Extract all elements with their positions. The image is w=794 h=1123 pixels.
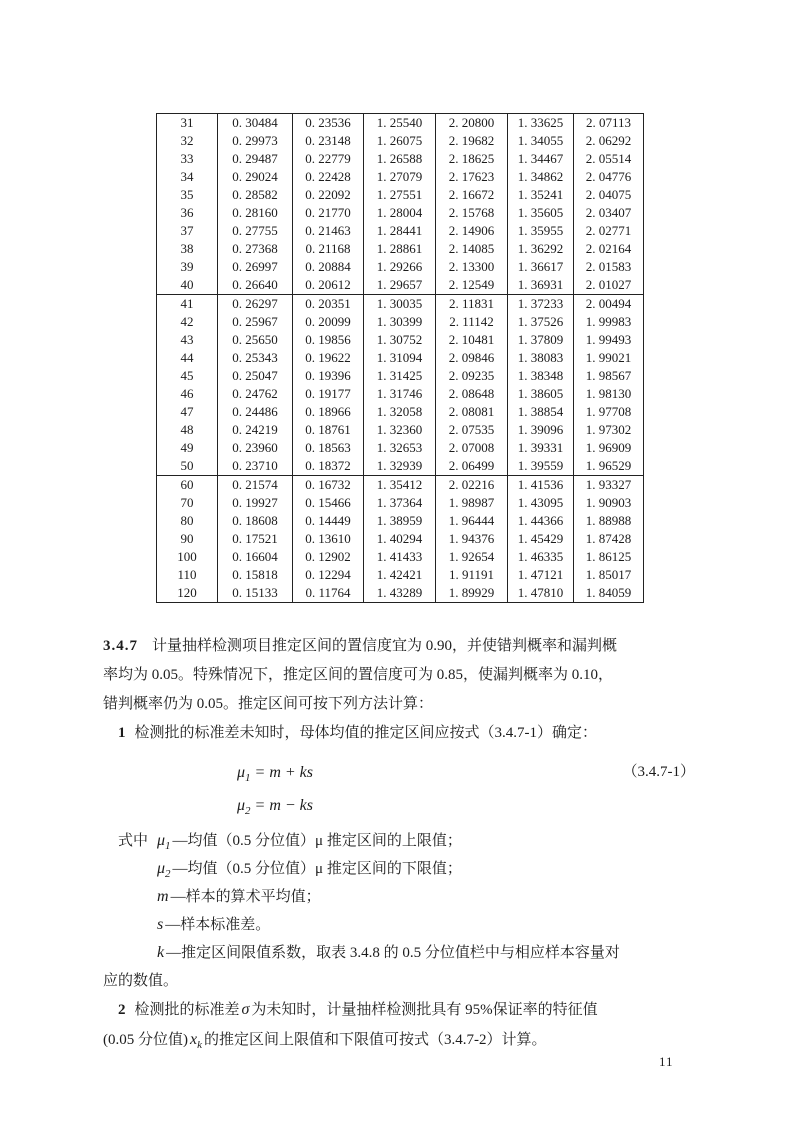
sample-size-cell: 44 xyxy=(157,349,218,367)
table-row xyxy=(157,566,644,584)
coefficient-cell: 1. 35605 xyxy=(508,204,574,222)
coefficient-cell: 0. 23536 xyxy=(293,114,364,133)
coefficient-table-wrap xyxy=(156,113,644,603)
symbol-k: k xyxy=(157,944,165,961)
coefficient-cell: 1. 39331 xyxy=(508,439,574,457)
coefficient-cell: 2. 06499 xyxy=(436,457,508,476)
coefficient-cell: 0. 17521 xyxy=(218,530,293,548)
coefficient-cell: 0. 14449 xyxy=(293,512,364,530)
coefficient-cell: 1. 43289 xyxy=(364,584,436,603)
symbol-s: s xyxy=(157,916,164,933)
coefficient-cell: 1. 39559 xyxy=(508,457,574,476)
formula-347-1b xyxy=(237,789,313,822)
coefficient-cell: 1. 47810 xyxy=(508,584,574,603)
formula-347-1a xyxy=(237,756,313,789)
item-text: (0.05 分位值) xyxy=(103,1032,188,1048)
definition-text: —样本的算术平均值； xyxy=(170,889,321,905)
item-2-line-1 xyxy=(103,995,695,1025)
table-row xyxy=(157,313,644,331)
coefficient-cell: 1. 41536 xyxy=(508,476,574,495)
definition-text: —推定区间限值系数，取表 3.4.8 的 0.5 分位值栏中与相应样本容量对 xyxy=(166,945,620,961)
sample-size-cell: 47 xyxy=(157,403,218,421)
coefficient-cell: 1. 41433 xyxy=(364,548,436,566)
coefficient-cell: 0. 22428 xyxy=(293,168,364,186)
item-number: 1 xyxy=(118,725,126,741)
coefficient-cell: 1. 31094 xyxy=(364,349,436,367)
sample-size-cell: 43 xyxy=(157,331,218,349)
coefficient-cell: 1. 37233 xyxy=(508,295,574,314)
coefficient-cell: 2. 14906 xyxy=(436,222,508,240)
sample-size-cell: 46 xyxy=(157,385,218,403)
formula-row-2 xyxy=(103,789,695,822)
coefficient-cell: 0. 13610 xyxy=(293,530,364,548)
table-row xyxy=(157,114,644,133)
coefficient-cell: 2. 09846 xyxy=(436,349,508,367)
sample-size-cell: 33 xyxy=(157,150,218,168)
coefficient-cell: 2. 11831 xyxy=(436,295,508,314)
clause-content xyxy=(103,632,695,1060)
coefficient-cell: 1. 44366 xyxy=(508,512,574,530)
coefficient-cell: 2. 02164 xyxy=(574,240,644,258)
formula-label-347-1: （3.4.7-1） xyxy=(622,764,695,780)
sample-size-cell: 31 xyxy=(157,114,218,133)
coefficient-cell: 1. 38605 xyxy=(508,385,574,403)
table-row xyxy=(157,421,644,439)
coefficient-cell: 0. 21574 xyxy=(218,476,293,495)
formula-row-1 xyxy=(103,756,695,789)
coefficient-cell: 1. 94376 xyxy=(436,530,508,548)
sample-size-cell: 80 xyxy=(157,512,218,530)
coefficient-cell: 0. 20351 xyxy=(293,295,364,314)
clause-item-1 xyxy=(103,719,695,748)
coefficient-cell: 0. 21770 xyxy=(293,204,364,222)
sample-size-cell: 39 xyxy=(157,258,218,276)
definition-row-m xyxy=(103,883,695,911)
table-row xyxy=(157,367,644,385)
coefficient-cell: 1. 28004 xyxy=(364,204,436,222)
table-group xyxy=(157,114,644,295)
coefficient-cell: 1. 98567 xyxy=(574,367,644,385)
coefficient-cell: 1. 36931 xyxy=(508,276,574,295)
sample-size-cell: 90 xyxy=(157,530,218,548)
sample-size-cell: 35 xyxy=(157,186,218,204)
coefficient-cell: 2. 20800 xyxy=(436,114,508,133)
coefficient-cell: 1. 38854 xyxy=(508,403,574,421)
item-text: 的推定区间上限值和下限值可按式（3.4.7-2）计算。 xyxy=(204,1032,547,1048)
coefficient-cell: 2. 13300 xyxy=(436,258,508,276)
clause-line xyxy=(103,690,695,719)
coefficient-cell: 0. 26297 xyxy=(218,295,293,314)
table-row xyxy=(157,168,644,186)
coefficient-cell: 1. 28861 xyxy=(364,240,436,258)
table-row xyxy=(157,403,644,421)
sample-size-cell: 49 xyxy=(157,439,218,457)
coefficient-cell: 2. 02771 xyxy=(574,222,644,240)
coefficient-cell: 1. 99493 xyxy=(574,331,644,349)
symbol-m: m xyxy=(157,888,169,905)
symbol-mu2: $\mu_2$ xyxy=(157,860,171,881)
coefficient-cell: 1. 37809 xyxy=(508,331,574,349)
coefficient-cell: 2. 04776 xyxy=(574,168,644,186)
mu-symbol: μ xyxy=(237,764,246,781)
coefficient-cell: 2. 02216 xyxy=(436,476,508,495)
coefficient-cell: 2. 18625 xyxy=(436,150,508,168)
coefficient-cell: 1. 90903 xyxy=(574,494,644,512)
coefficient-cell: 0. 25047 xyxy=(218,367,293,385)
coefficient-cell: 1. 35412 xyxy=(364,476,436,495)
coefficient-cell: 1. 99983 xyxy=(574,313,644,331)
coefficient-cell: 1. 34467 xyxy=(508,150,574,168)
item-2-line-2 xyxy=(103,1025,695,1060)
coefficient-cell: 0. 26997 xyxy=(218,258,293,276)
definition-row-s xyxy=(103,911,695,939)
item-text: 检测批的标准差未知时，母体均值的推定区间应按式（3.4.7-1）确定： xyxy=(134,725,597,741)
coefficient-cell: 0. 18761 xyxy=(293,421,364,439)
coefficient-cell: 2. 19682 xyxy=(436,132,508,150)
sample-size-cell: 38 xyxy=(157,240,218,258)
coefficient-cell: 0. 27368 xyxy=(218,240,293,258)
coefficient-cell: 0. 19927 xyxy=(218,494,293,512)
formula-block xyxy=(103,756,695,822)
table-row xyxy=(157,457,644,476)
clause-text: 计量抽样检测项目推定区间的置信度宜为 0.90，并使错判概率和漏判概 xyxy=(152,638,618,654)
coefficient-cell: 2. 00494 xyxy=(574,295,644,314)
sample-size-cell: 120 xyxy=(157,584,218,603)
coefficient-cell: 1. 31746 xyxy=(364,385,436,403)
sample-size-cell: 42 xyxy=(157,313,218,331)
sample-size-cell: 41 xyxy=(157,295,218,314)
coefficient-cell: 2. 06292 xyxy=(574,132,644,150)
coefficient-cell: 0. 19177 xyxy=(293,385,364,403)
definition-row-mu1 xyxy=(103,827,695,855)
coefficient-cell: 1. 30752 xyxy=(364,331,436,349)
coefficient-cell: 2. 01027 xyxy=(574,276,644,295)
coefficient-cell: 2. 08081 xyxy=(436,403,508,421)
coefficient-cell: 1. 31425 xyxy=(364,367,436,385)
coefficient-cell: 0. 23960 xyxy=(218,439,293,457)
coefficient-cell: 1. 35955 xyxy=(508,222,574,240)
sample-size-cell: 100 xyxy=(157,548,218,566)
coefficient-cell: 1. 92654 xyxy=(436,548,508,566)
coefficient-cell: 1. 32939 xyxy=(364,457,436,476)
coefficient-cell: 1. 98987 xyxy=(436,494,508,512)
coefficient-cell: 1. 98130 xyxy=(574,385,644,403)
coefficient-cell: 1. 32360 xyxy=(364,421,436,439)
coefficient-cell: 0. 22092 xyxy=(293,186,364,204)
coefficient-cell: 1. 91191 xyxy=(436,566,508,584)
coefficient-cell: 1. 99021 xyxy=(574,349,644,367)
coefficient-cell: 1. 42421 xyxy=(364,566,436,584)
coefficient-cell: 0. 12902 xyxy=(293,548,364,566)
coefficient-cell: 2. 08648 xyxy=(436,385,508,403)
coefficient-cell: 2. 07008 xyxy=(436,439,508,457)
coefficient-cell: 0. 28160 xyxy=(218,204,293,222)
coefficient-cell: 1. 96909 xyxy=(574,439,644,457)
sample-size-cell: 70 xyxy=(157,494,218,512)
coefficient-cell: 0. 20884 xyxy=(293,258,364,276)
table-row xyxy=(157,530,644,548)
coefficient-cell: 0. 25967 xyxy=(218,313,293,331)
sample-size-cell: 110 xyxy=(157,566,218,584)
coefficient-cell: 1. 39096 xyxy=(508,421,574,439)
coefficient-cell: 0. 15133 xyxy=(218,584,293,603)
table-row xyxy=(157,512,644,530)
table-group xyxy=(157,476,644,603)
item-number: 2 xyxy=(118,1002,126,1018)
sample-size-cell: 36 xyxy=(157,204,218,222)
coefficient-cell: 0. 18372 xyxy=(293,457,364,476)
table-row xyxy=(157,276,644,295)
coefficient-cell: 0. 21463 xyxy=(293,222,364,240)
coefficient-cell: 0. 25650 xyxy=(218,331,293,349)
coefficient-cell: 1. 43095 xyxy=(508,494,574,512)
coefficient-cell: 2. 12549 xyxy=(436,276,508,295)
clause-number: 3.4.7 xyxy=(103,638,138,654)
sample-size-cell: 37 xyxy=(157,222,218,240)
table-row xyxy=(157,584,644,603)
coefficient-cell: 0. 24762 xyxy=(218,385,293,403)
coefficient-cell: 0. 23148 xyxy=(293,132,364,150)
table-row xyxy=(157,150,644,168)
coefficient-cell: 0. 21168 xyxy=(293,240,364,258)
coefficient-cell: 2. 07113 xyxy=(574,114,644,133)
coefficient-cell: 0. 18966 xyxy=(293,403,364,421)
coefficient-table xyxy=(156,113,644,603)
coefficient-cell: 1. 97708 xyxy=(574,403,644,421)
coefficient-cell: 2. 11142 xyxy=(436,313,508,331)
sample-size-cell: 32 xyxy=(157,132,218,150)
item-text: 检测批的标准差 xyxy=(134,1002,240,1018)
mu-subscript: 1 xyxy=(245,772,251,785)
coefficient-cell: 1. 85017 xyxy=(574,566,644,584)
coefficient-cell: 0. 19856 xyxy=(293,331,364,349)
coefficient-cell: 2. 14085 xyxy=(436,240,508,258)
coefficient-cell: 1. 34055 xyxy=(508,132,574,150)
table-row xyxy=(157,494,644,512)
sample-size-cell: 50 xyxy=(157,457,218,476)
coefficient-cell: 1. 86125 xyxy=(574,548,644,566)
coefficient-cell: 0. 12294 xyxy=(293,566,364,584)
coefficient-cell: 1. 27079 xyxy=(364,168,436,186)
table-row xyxy=(157,476,644,495)
definition-row-mu2 xyxy=(103,855,695,883)
coefficient-cell: 0. 26640 xyxy=(218,276,293,295)
coefficient-cell: 0. 29024 xyxy=(218,168,293,186)
coefficient-cell: 1. 30399 xyxy=(364,313,436,331)
symbol-mu1: $\mu_1$ xyxy=(157,832,171,853)
sample-size-cell: 48 xyxy=(157,421,218,439)
clause-text: 率均为 0.05。特殊情况下，推定区间的置信度可为 0.85，使漏判概率为 0.10， xyxy=(103,667,614,683)
item-text: 为未知时，计量抽样检测批具有 95%保证率的特征值 xyxy=(251,1002,598,1018)
coefficient-cell: 1. 36292 xyxy=(508,240,574,258)
sample-size-cell: 34 xyxy=(157,168,218,186)
coefficient-cell: 1. 32058 xyxy=(364,403,436,421)
coefficient-cell: 1. 38348 xyxy=(508,367,574,385)
coefficient-cell: 0. 15818 xyxy=(218,566,293,584)
definition-text: —均值（0.5 分位值）μ 推定区间的上限值； xyxy=(172,833,462,849)
formula-rhs: = m − ks xyxy=(254,797,314,814)
coefficient-cell: 0. 18608 xyxy=(218,512,293,530)
coefficient-cell: 1. 87428 xyxy=(574,530,644,548)
definition-continuation: 应的数值。 xyxy=(103,973,179,989)
coefficient-cell: 1. 96444 xyxy=(436,512,508,530)
coefficient-cell: 2. 07535 xyxy=(436,421,508,439)
coefficient-cell: 2. 03407 xyxy=(574,204,644,222)
xk-symbol: $x_k$ xyxy=(190,1031,202,1052)
coefficient-cell: 0. 16732 xyxy=(293,476,364,495)
coefficient-cell: 1. 33625 xyxy=(508,114,574,133)
coefficient-cell: 1. 34862 xyxy=(508,168,574,186)
coefficient-cell: 1. 93327 xyxy=(574,476,644,495)
coefficient-cell: 0. 19396 xyxy=(293,367,364,385)
sample-size-cell: 40 xyxy=(157,276,218,295)
coefficient-cell: 2. 17623 xyxy=(436,168,508,186)
symbol-definitions xyxy=(103,827,695,995)
coefficient-cell: 0. 15466 xyxy=(293,494,364,512)
table-row xyxy=(157,204,644,222)
definition-text: —样本标准差。 xyxy=(165,917,271,933)
coefficient-cell: 1. 46335 xyxy=(508,548,574,566)
coefficient-cell: 2. 15768 xyxy=(436,204,508,222)
coefficient-cell: 0. 11764 xyxy=(293,584,364,603)
coefficient-cell: 0. 25343 xyxy=(218,349,293,367)
table-row xyxy=(157,240,644,258)
coefficient-cell: 0. 29487 xyxy=(218,150,293,168)
coefficient-cell: 1. 29657 xyxy=(364,276,436,295)
table-row xyxy=(157,385,644,403)
coefficient-cell: 1. 25540 xyxy=(364,114,436,133)
coefficient-cell: 0. 19622 xyxy=(293,349,364,367)
coefficient-cell: 1. 36617 xyxy=(508,258,574,276)
coefficient-cell: 0. 29973 xyxy=(218,132,293,150)
coefficient-cell: 1. 96529 xyxy=(574,457,644,476)
coefficient-cell: 0. 16604 xyxy=(218,548,293,566)
table-row xyxy=(157,548,644,566)
table-row xyxy=(157,331,644,349)
definition-row-k xyxy=(103,939,695,967)
coefficient-cell: 2. 16672 xyxy=(436,186,508,204)
coefficient-cell: 1. 26075 xyxy=(364,132,436,150)
mu-subscript: 2 xyxy=(245,805,251,818)
sample-size-cell: 60 xyxy=(157,476,218,495)
coefficient-cell: 1. 32653 xyxy=(364,439,436,457)
clause-item-2 xyxy=(103,995,695,1060)
coefficient-cell: 1. 89929 xyxy=(436,584,508,603)
coefficient-cell: 2. 09235 xyxy=(436,367,508,385)
sample-size-cell: 45 xyxy=(157,367,218,385)
coefficient-cell: 1. 84059 xyxy=(574,584,644,603)
table-row xyxy=(157,132,644,150)
coefficient-cell: 2. 01583 xyxy=(574,258,644,276)
coefficient-cell: 1. 26588 xyxy=(364,150,436,168)
coefficient-cell: 1. 28441 xyxy=(364,222,436,240)
coefficient-cell: 1. 45429 xyxy=(508,530,574,548)
formula-rhs: = m + ks xyxy=(254,764,314,781)
coefficient-cell: 1. 37526 xyxy=(508,313,574,331)
coefficient-cell: 1. 29266 xyxy=(364,258,436,276)
table-row xyxy=(157,439,644,457)
coefficient-cell: 2. 10481 xyxy=(436,331,508,349)
coefficient-cell: 1. 37364 xyxy=(364,494,436,512)
sigma-symbol: σ xyxy=(241,1001,250,1018)
table-row xyxy=(157,222,644,240)
coefficient-cell: 1. 38083 xyxy=(508,349,574,367)
coefficient-cell: 2. 05514 xyxy=(574,150,644,168)
coefficient-cell: 0. 27755 xyxy=(218,222,293,240)
coefficient-cell: 0. 20612 xyxy=(293,276,364,295)
mu-symbol: μ xyxy=(237,797,246,814)
coefficient-cell: 0. 24486 xyxy=(218,403,293,421)
clause-347-paragraph xyxy=(103,632,695,719)
coefficient-cell: 0. 30484 xyxy=(218,114,293,133)
table-row xyxy=(157,186,644,204)
clause-line xyxy=(103,632,695,661)
coefficient-cell: 1. 47121 xyxy=(508,566,574,584)
coefficient-cell: 0. 20099 xyxy=(293,313,364,331)
coefficient-cell: 1. 30035 xyxy=(364,295,436,314)
table-row xyxy=(157,295,644,314)
coefficient-cell: 1. 38959 xyxy=(364,512,436,530)
definition-text: —均值（0.5 分位值）μ 推定区间的下限值； xyxy=(172,861,462,877)
coefficient-cell: 2. 04075 xyxy=(574,186,644,204)
coefficient-cell: 0. 24219 xyxy=(218,421,293,439)
coefficient-cell: 1. 27551 xyxy=(364,186,436,204)
coefficient-cell: 1. 88988 xyxy=(574,512,644,530)
coefficient-cell: 0. 22779 xyxy=(293,150,364,168)
definitions-lead: 式中 xyxy=(118,833,149,849)
table-group xyxy=(157,295,644,476)
clause-line xyxy=(103,661,695,690)
table-row xyxy=(157,349,644,367)
table-row xyxy=(157,258,644,276)
clause-text: 错判概率仍为 0.05。推定区间可按下列方法计算： xyxy=(103,696,434,712)
coefficient-cell: 0. 28582 xyxy=(218,186,293,204)
coefficient-cell: 1. 40294 xyxy=(364,530,436,548)
coefficient-cell: 1. 35241 xyxy=(508,186,574,204)
coefficient-cell: 1. 97302 xyxy=(574,421,644,439)
coefficient-cell: 0. 18563 xyxy=(293,439,364,457)
page-number: 11 xyxy=(659,1054,674,1069)
coefficient-cell: 0. 23710 xyxy=(218,457,293,476)
